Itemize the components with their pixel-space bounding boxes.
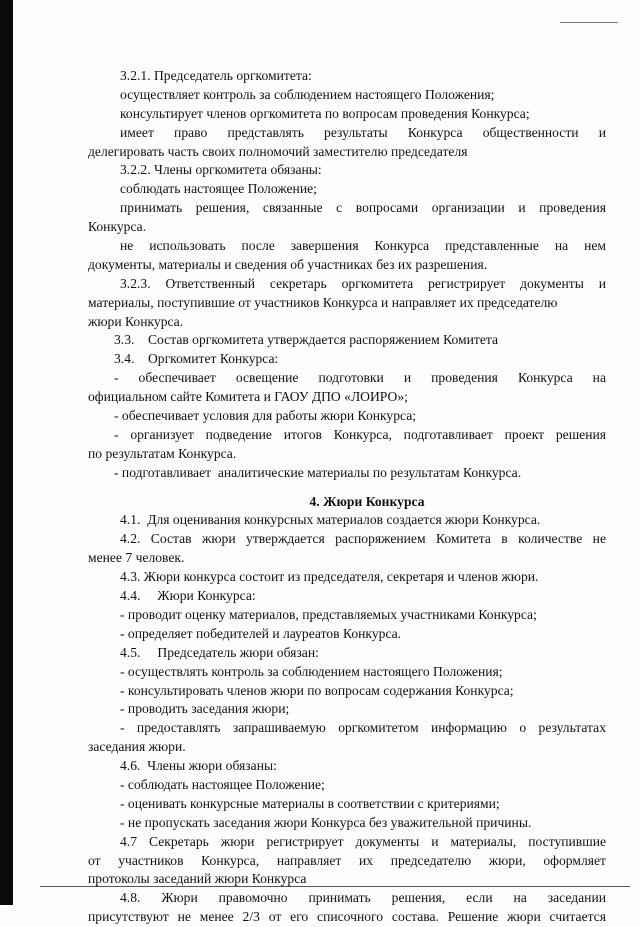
paragraph-line: 3.2.1. Председатель оргкомитета:	[120, 68, 312, 83]
paragraph-line: - оценивать конкурсные материалы в соответствии с критериями;	[120, 795, 500, 811]
paragraph-line: делегировать часть своих полномочий заместителю председателя	[88, 143, 468, 159]
paragraph-line: протоколы заседаний жюри Конкурса	[88, 871, 307, 887]
paragraph-line: консультирует членов оргкомитета по вопросам проведения Конкурса;	[120, 105, 530, 121]
bottom-rule	[40, 886, 630, 887]
paragraph-line: - консультировать членов жюри по вопросам содержания Конкурса;	[120, 682, 514, 698]
section-heading: 4. Жюри Конкурса	[309, 493, 425, 509]
paragraph-line: 4.7 Секретарь жюри регистрирует документы и материалы, поступившие	[120, 833, 606, 849]
paragraph-line: соблюдать настоящее Положение;	[120, 181, 317, 197]
top-rule	[560, 22, 618, 23]
document-page	[88, 67, 606, 927]
paragraph-line: 4.2. Состав жюри утверждается распоряжением Комитета в количестве не	[120, 531, 606, 547]
paragraph-line: 3.2.3. Ответственный секретарь оргкомитета регистрирует документы и	[120, 275, 606, 291]
paragraph-line: - организует подведение итогов Конкурса, подготавливает проект решения	[114, 426, 606, 442]
paragraph-line: принимать решения, связанные с вопросами организации и проведения	[120, 200, 606, 216]
paragraph-line: 4.1. Для оценивания конкурсных материалов создается жюри Конкурса.	[120, 512, 541, 528]
paragraph-line: документы, материалы и сведения об участниках без их разрешения.	[88, 256, 488, 272]
paragraph-line: - проводит оценку материалов, представляемых участниками Конкурса;	[120, 606, 537, 622]
paragraph-line: 4.5. Председатель жюри обязан:	[120, 644, 319, 660]
paragraph-line: - определяет победителей и лауреатов Конкурса.	[120, 625, 402, 641]
paragraph-line: 3.3. Состав оргкомитета утверждается распоряжением Комитета	[114, 332, 498, 348]
paragraph-line: менее 7 человек.	[88, 550, 185, 566]
paragraph-line: Конкурса.	[88, 219, 147, 235]
paragraph-line: присутствуют не менее 2/3 от его списочного состава. Решение жюри считается	[88, 909, 606, 925]
paragraph-line: имеет право представлять результаты Конкурса общественности и	[120, 124, 606, 140]
paragraph-line: 4.3. Жюри конкурса состоит из председателя, секретаря и членов жюри.	[120, 569, 539, 585]
paragraph-line: 3.4. Оргкомитет Конкурса:	[114, 351, 279, 367]
paragraph-line: материалы, поступившие от участников Конкурса и направляет их председателю	[88, 294, 558, 310]
scan-edge-bar	[0, 0, 13, 905]
paragraph-line: - предоставлять запрашиваемую оргкомитетом информацию о результатах	[120, 720, 606, 736]
paragraph-line: осуществляет контроль за соблюдением настоящего Положения;	[120, 86, 495, 102]
paragraph-line: от участников Конкурса, направляет их председателю жюри, оформляет	[88, 852, 606, 868]
paragraph-line: не использовать после завершения Конкурса представленные на нем	[120, 238, 606, 254]
paragraph-line: - обеспечивает освещение подготовки и проведения Конкурса на	[114, 370, 606, 386]
paragraph-line: официальном сайте Комитета и ГАОУ ДПО «ЛОИРО»;	[88, 389, 408, 405]
paragraph-line: - не пропускать заседания жюри Конкурса без уважительной причины.	[120, 814, 532, 830]
paragraph-line: - соблюдать настоящее Положение;	[120, 776, 325, 792]
paragraph-line: 3.2.2. Члены оргкомитета обязаны:	[120, 162, 322, 178]
paragraph-line: заседания жюри.	[88, 739, 186, 755]
paragraph-line: 4.6. Члены жюри обязаны:	[120, 758, 277, 774]
paragraph-line: - обеспечивает условия для работы жюри Конкурса;	[114, 408, 417, 424]
paragraph-line: - подготавливает аналитические материалы по результатам Конкурса.	[114, 464, 522, 480]
paragraph-line: по результатам Конкурса.	[88, 445, 237, 461]
paragraph-line: 4.8. Жюри правомочно принимать решения, если на заседании	[120, 890, 606, 906]
paragraph-line: - проводить заседания жюри;	[120, 701, 290, 717]
paragraph-line: жюри Конкурса.	[88, 313, 184, 329]
paragraph-line: - осуществлять контроль за соблюдением настоящего Положения;	[120, 663, 503, 679]
paragraph-line: 4.4. Жюри Конкурса:	[120, 588, 256, 604]
